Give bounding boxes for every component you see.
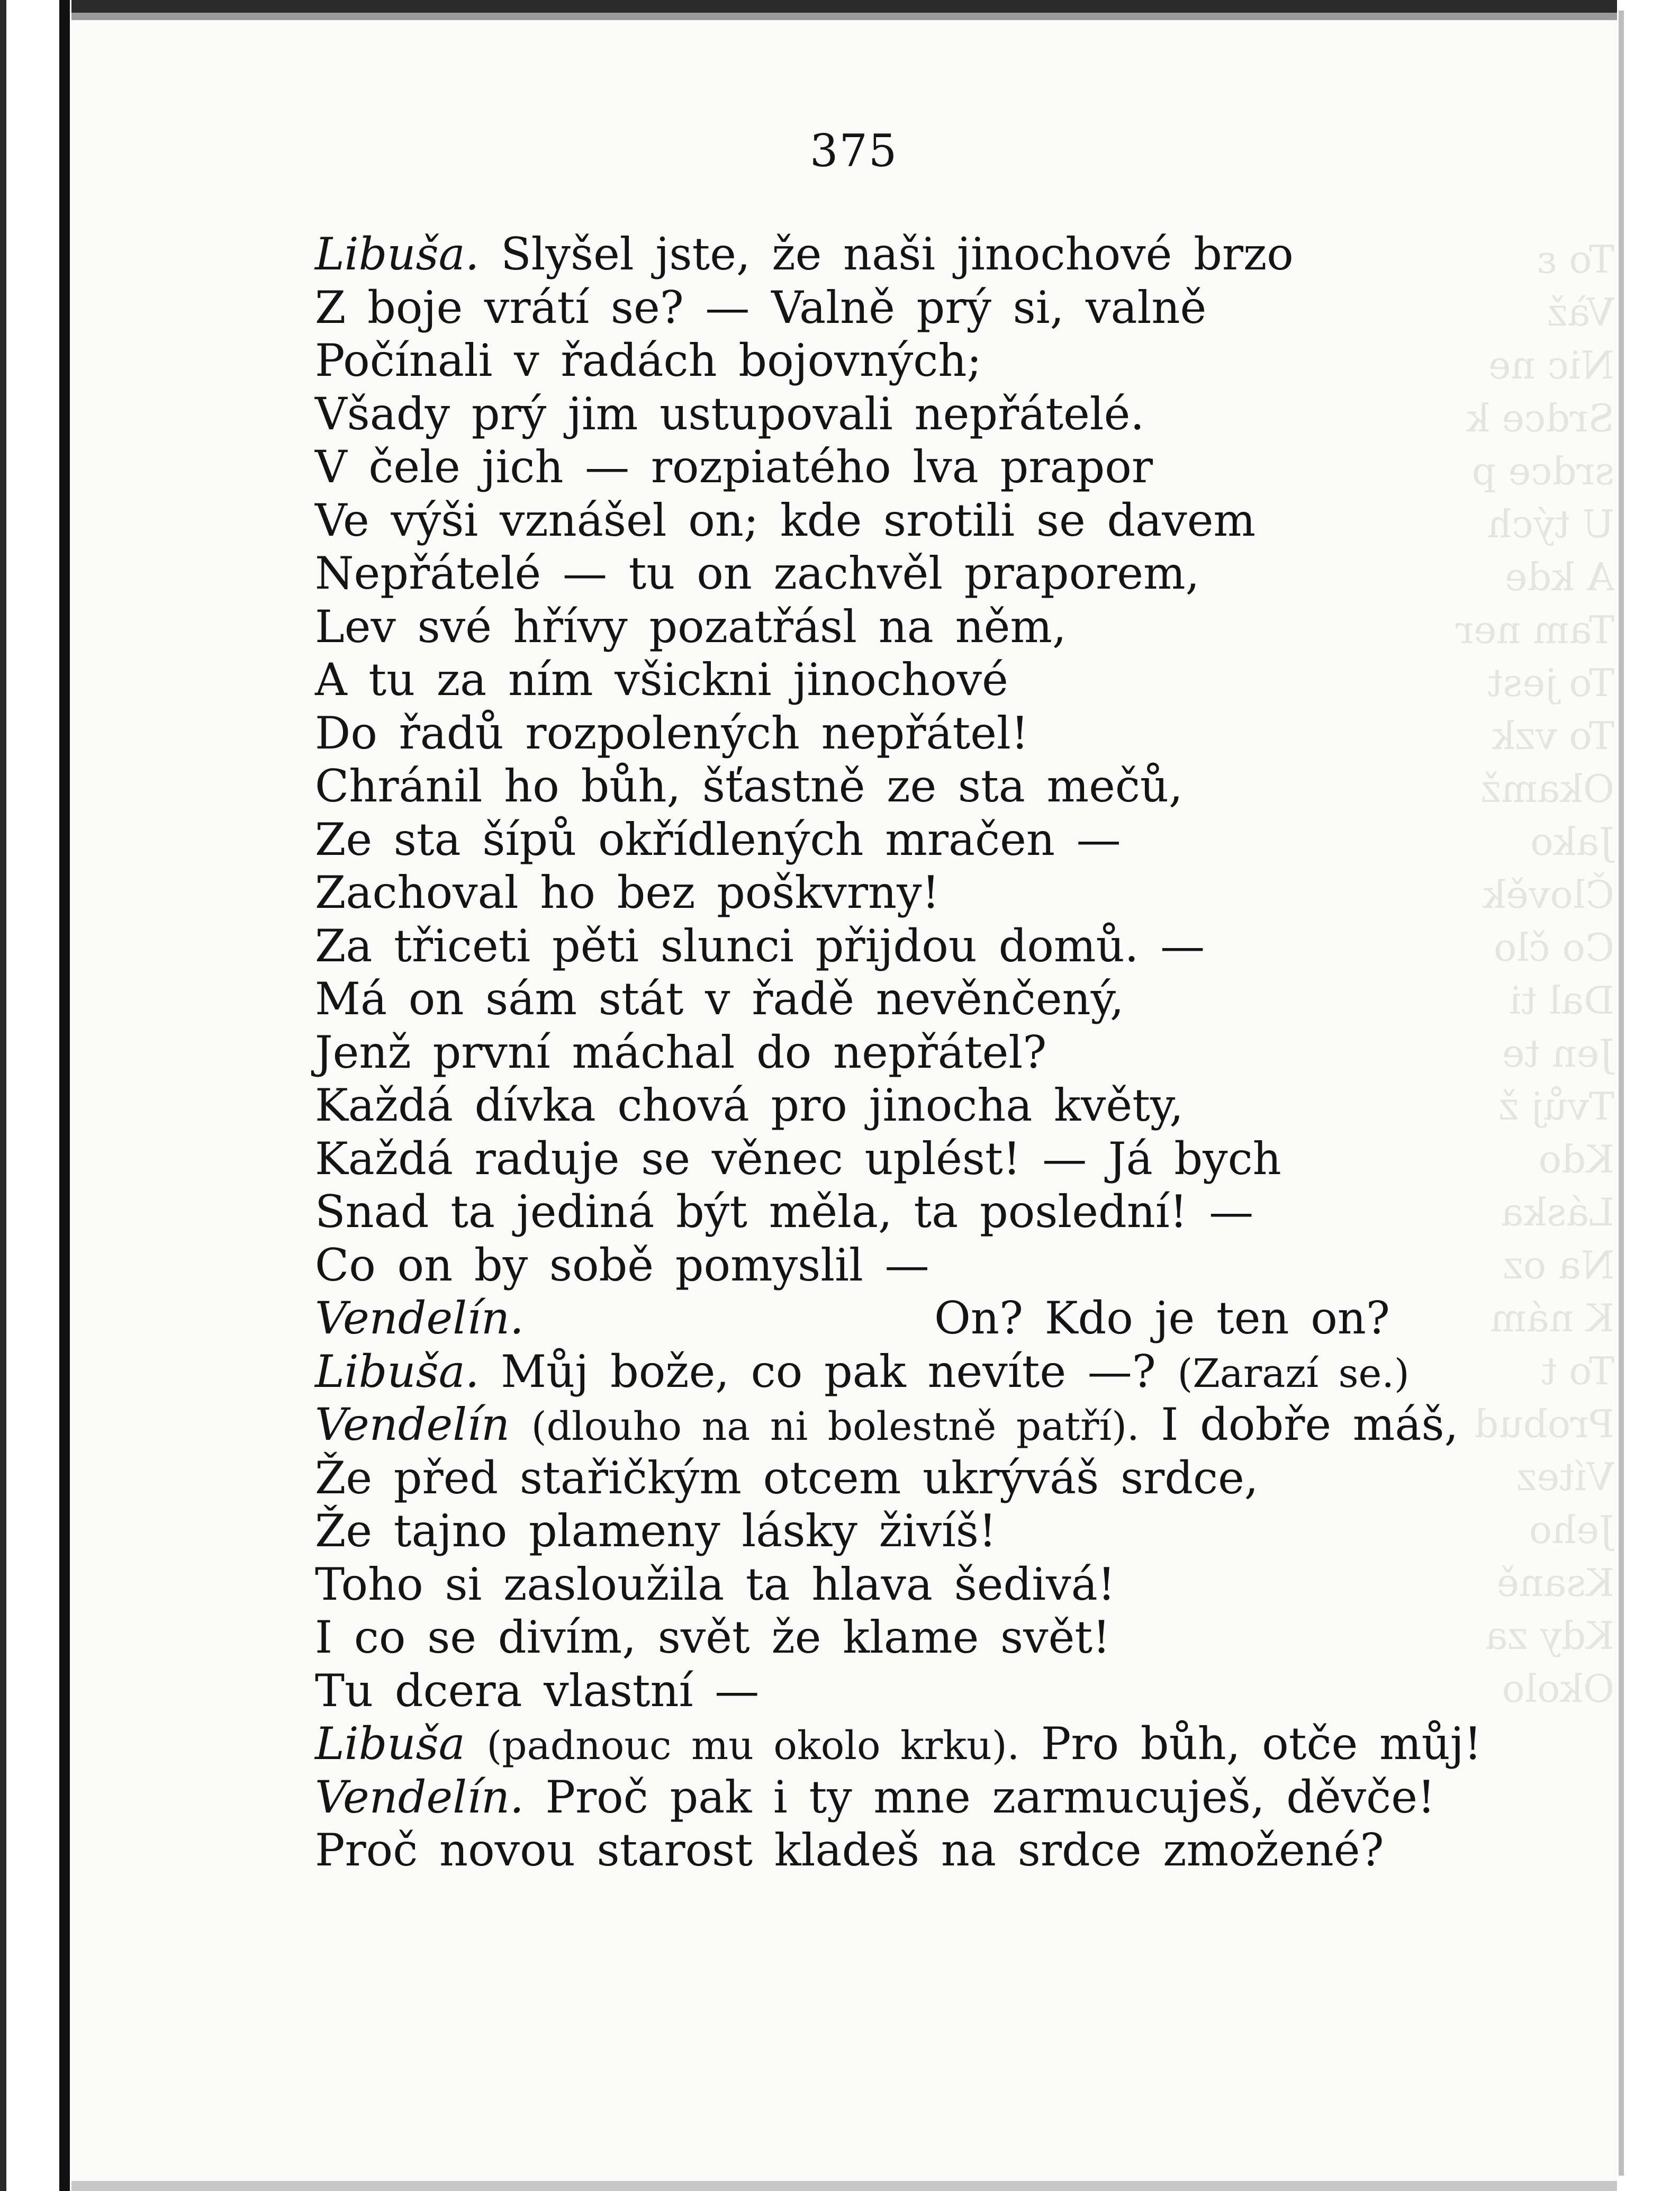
- dialogue-text: Tu dcera vlastní —: [315, 1665, 760, 1717]
- dialogue-text: A tu za ním všickni jinochové: [315, 654, 1008, 706]
- dialogue-text: Proč pak i ty mne zarmucuješ, děvče!: [545, 1771, 1435, 1823]
- text-line: [315, 1451, 1258, 1504]
- text-line: [315, 387, 1144, 440]
- text-line: [315, 281, 1206, 334]
- text-line: [315, 1664, 759, 1717]
- text-line: [315, 228, 1294, 281]
- dialogue-text: Počínali v řadách bojovných;: [315, 335, 982, 386]
- text-line: [315, 334, 982, 387]
- text-line: [315, 1611, 1110, 1664]
- scan-right-margin: [1617, 0, 1680, 2191]
- dialogue-text: Má on sám stát v řadě nevěnčený,: [315, 973, 1124, 1025]
- text-line: [315, 707, 1029, 760]
- stage-direction: (dlouho na ni bolestně patří).: [531, 1404, 1140, 1449]
- text-line: [315, 1292, 1390, 1345]
- text-line: [315, 1079, 1184, 1132]
- text-line: [315, 600, 1067, 653]
- text-line: [315, 547, 1199, 600]
- speaker-name: Libuša: [315, 1718, 465, 1770]
- speaker-name: Libuša.: [315, 1346, 480, 1397]
- dialogue-text: Každá dívka chová pro jinocha květy,: [315, 1079, 1184, 1131]
- dialogue-text: Proč novou starost kladeš na srdce zmožené?: [315, 1824, 1384, 1876]
- text-line: [315, 1771, 1435, 1824]
- dialogue-text: Z boje vrátí se? — Valně prý si, valně: [315, 282, 1207, 333]
- dialogue-text: Že tajno plameny lásky živíš!: [315, 1505, 997, 1557]
- text-line: [315, 1398, 1458, 1451]
- dialogue-text: Můj bože, co pak nevíte —?: [501, 1346, 1156, 1397]
- text-line: [315, 653, 1008, 706]
- text-line: [315, 919, 1205, 972]
- text-line: [315, 440, 1153, 493]
- dialogue-continuation: Pro bůh, otče můj!: [1041, 1718, 1482, 1770]
- scan-top-edge: [71, 0, 1617, 13]
- text-line: [315, 760, 1183, 813]
- scan-top-edge-shade: [71, 13, 1617, 20]
- dialogue-text: Slyšel jste, že naši jinochové brzo: [501, 228, 1294, 280]
- dialogue-text: Jenž první máchal do nepřátel?: [315, 1026, 1047, 1078]
- text-line: [315, 972, 1124, 1025]
- dialogue-text: Lev své hřívy pozatřásl na něm,: [315, 601, 1067, 653]
- scan-right-edge: [1619, 11, 1624, 2176]
- speaker-name: Libuša.: [315, 228, 480, 280]
- dialogue-text: Chránil ho bůh, šťastně ze sta mečů,: [315, 760, 1183, 812]
- text-line: [315, 1717, 1482, 1770]
- dialogue-text: Každá raduje se věnec uplést! — Já bych: [315, 1133, 1281, 1185]
- text-line: [315, 494, 1256, 547]
- dialogue-text: I co se divím, svět že klame svět!: [315, 1611, 1110, 1663]
- stage-direction: (Zarazí se.): [1177, 1351, 1410, 1396]
- reverse-page-bleed-through: To ε Vàž Nic ne Srdce k srdce p U tých A kde Tam ner To jest To vzk Okamž Jako Člověk Co člo Dal ti Jen te Tvůj ž Kdo Láska Na oz K nám To t Probud Vítez Jeho Ksaně Kdy za Okolo: [1456, 237, 1614, 1711]
- dialogue-text: On? Kdo je ten on?: [934, 1292, 1390, 1344]
- dialogue-text: Co on by sobě pomyslil —: [315, 1239, 929, 1291]
- text-line: [315, 813, 1121, 866]
- text-line: [315, 1345, 1410, 1398]
- dialogue-text: Snad ta jediná být měla, ta poslední! —: [315, 1186, 1254, 1238]
- scan-left-shadow: [0, 0, 6, 2191]
- text-line: [315, 866, 940, 919]
- book-spine-edge: [59, 0, 70, 2191]
- scan-bottom-edge: [71, 2181, 1617, 2191]
- text-line: [315, 1132, 1281, 1185]
- dialogue-text: Nepřátelé — tu on zachvěl praporem,: [315, 547, 1200, 599]
- stage-direction: (padnouc mu okolo krku).: [486, 1723, 1020, 1769]
- speaker-name: Vendelín.: [315, 1292, 524, 1344]
- dialogue-text: Ze sta šípů okřídlených mračen —: [315, 814, 1121, 865]
- text-line: [315, 1026, 1046, 1079]
- dialogue-text: Za třiceti pěti slunci přijdou domů. —: [315, 920, 1205, 972]
- text-line: [315, 1185, 1253, 1238]
- dialogue-text: Zachoval ho bez poškvrny!: [315, 867, 940, 918]
- text-line: [315, 1558, 1115, 1611]
- dialogue-text: Toho si zasloužila ta hlava šedivá!: [315, 1558, 1116, 1610]
- dialogue-text: Ve výši vznášel on; kde srotili se davem: [315, 494, 1256, 546]
- speaker-name: Vendelín.: [315, 1771, 524, 1823]
- dialogue-text: V čele jich — rozpiatého lva prapor: [315, 441, 1153, 493]
- dialogue-text: Že před stařičkým otcem ukrýváš srdce,: [315, 1452, 1259, 1504]
- speaker-name: Vendelín: [315, 1399, 510, 1450]
- text-line: [315, 1504, 997, 1557]
- dialogue-text: Všady prý jim ustupovali nepřátelé.: [315, 388, 1145, 440]
- dialogue-text: Do řadů rozpolených nepřátel!: [315, 707, 1029, 759]
- dialogue-continuation: I dobře máš,: [1161, 1399, 1459, 1450]
- page-number: 375: [810, 125, 898, 177]
- text-line: [315, 1824, 1384, 1877]
- text-line: [315, 1239, 929, 1292]
